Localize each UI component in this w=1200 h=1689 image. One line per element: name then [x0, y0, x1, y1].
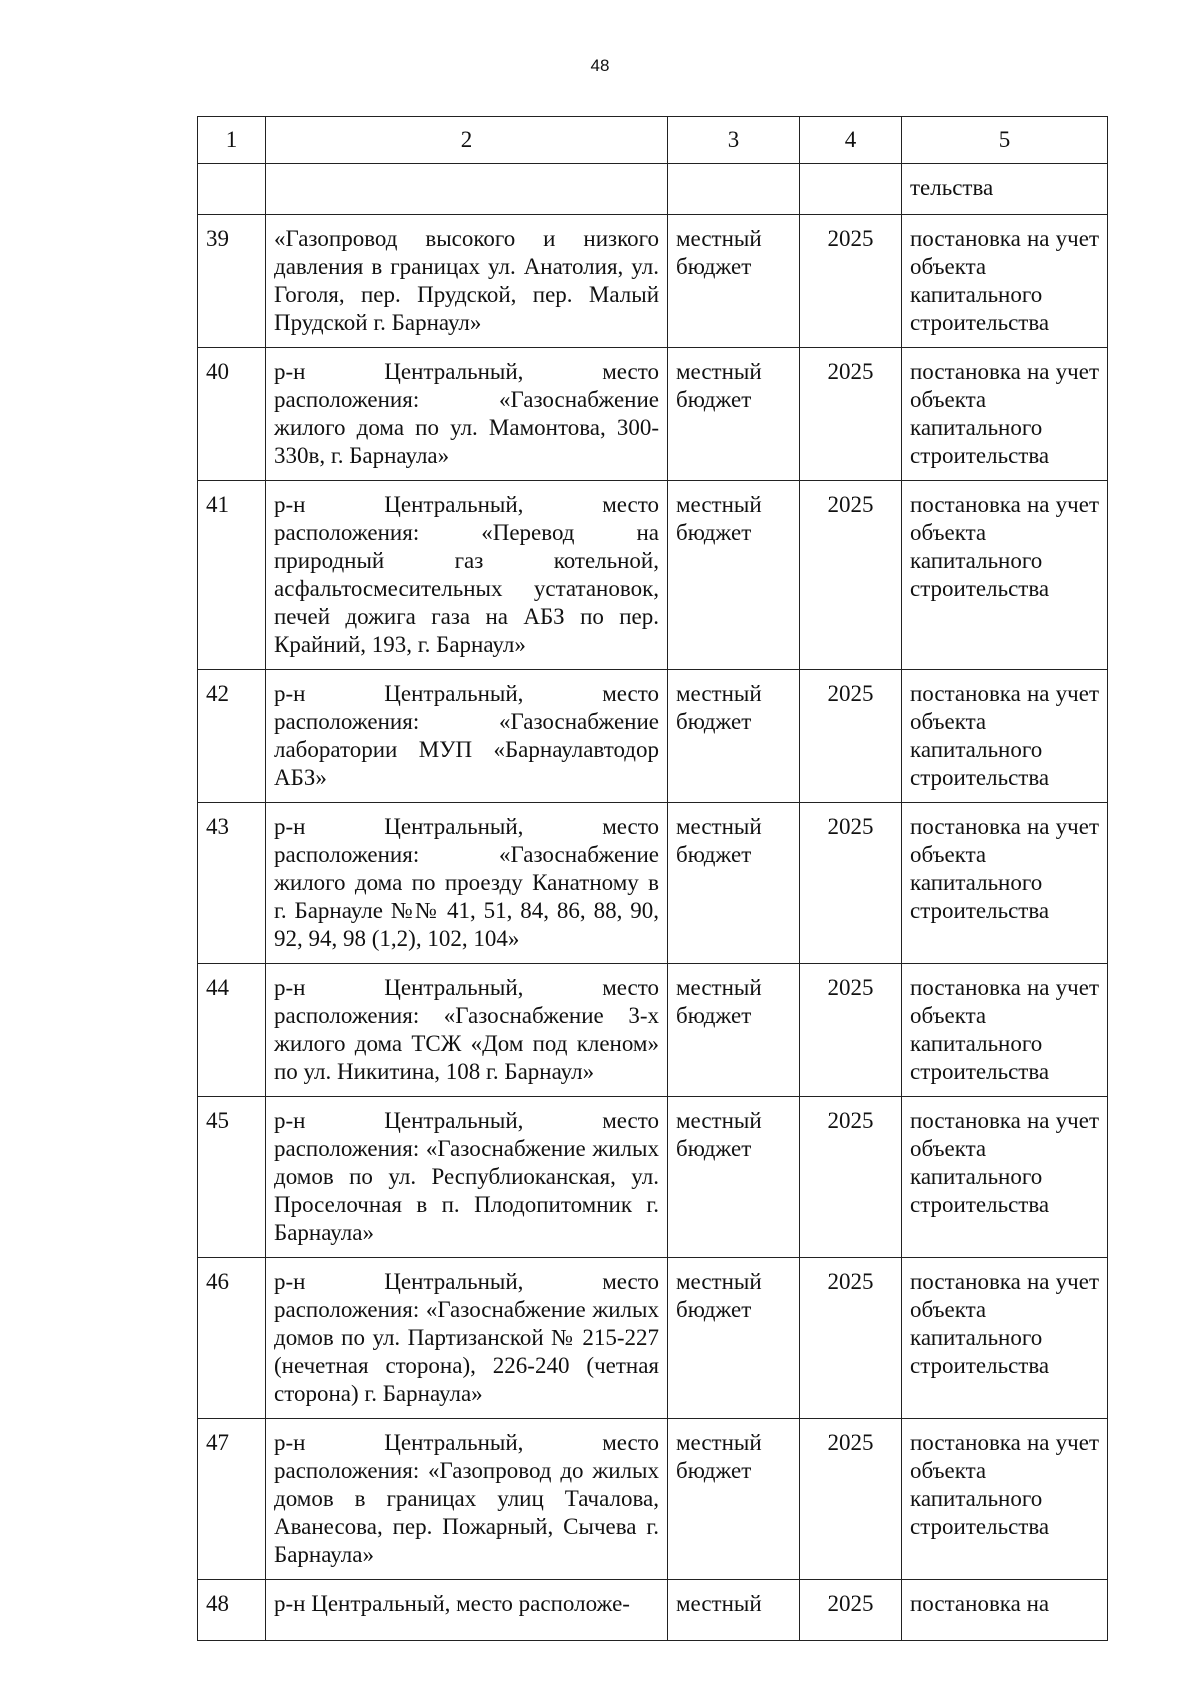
cell-source: местный: [668, 1580, 800, 1641]
cell-year: 2025: [800, 481, 902, 670]
table-row: [198, 348, 1108, 481]
cell-year: 2025: [800, 964, 902, 1097]
cell-num: 41: [198, 481, 266, 670]
cell-year: 2025: [800, 1097, 902, 1258]
cell-source: местный бюджет: [668, 215, 800, 348]
header-cell-5: 5: [902, 117, 1108, 164]
cell-note: постановка на учет объекта капитального строительства: [902, 1097, 1108, 1258]
cell-note: постановка на: [902, 1580, 1108, 1641]
cell-note: тельства: [902, 164, 1108, 215]
table-row: [198, 481, 1108, 670]
cell-num: 39: [198, 215, 266, 348]
cell-num: 47: [198, 1419, 266, 1580]
header-cell-3: 3: [668, 117, 800, 164]
cell-num: 44: [198, 964, 266, 1097]
cell-num: 46: [198, 1258, 266, 1419]
cell-source: местный бюджет: [668, 481, 800, 670]
cell-note: постановка на учет объекта капитального строительства: [902, 215, 1108, 348]
cell-year: 2025: [800, 670, 902, 803]
cell-num: 42: [198, 670, 266, 803]
cell-num: 40: [198, 348, 266, 481]
cell-desc: р-н Центральный, место расположения: «Перевод на природный газ котельной, асфальтосмесительных устатановок, печей дожига газа на АБЗ по пер. Крайний, 193, г. Барнаул»: [266, 481, 668, 670]
cell-note: постановка на учет объекта капитального строительства: [902, 481, 1108, 670]
cell-desc: р-н Центральный, место расположения: «Газоснабжение 3-х жилого дома ТСЖ «Дом под кленом» по ул. Никитина, 108 г. Барнаул»: [266, 964, 668, 1097]
cell-source: местный бюджет: [668, 803, 800, 964]
header-row: [198, 117, 1108, 164]
cell-source: местный бюджет: [668, 1419, 800, 1580]
cell-year: 2025: [800, 1258, 902, 1419]
cell-desc: «Газопровод высокого и низкого давления в границах ул. Анатолия, ул. Гоголя, пер. Прудской, пер. Малый Прудской г. Барнаул»: [266, 215, 668, 348]
cell-note: постановка на учет объекта капитального строительства: [902, 1419, 1108, 1580]
cell-year: 2025: [800, 803, 902, 964]
cell-note: постановка на учет объекта капитального строительства: [902, 1258, 1108, 1419]
cell-desc: р-н Центральный, место расположения: «Газоснабжение жилых домов по ул. Республиоканская, ул. Проселочная в п. Плодопитомник г. Барнаула»: [266, 1097, 668, 1258]
table-row: [198, 670, 1108, 803]
continuation-row: [198, 164, 1108, 215]
cell-desc: [266, 164, 668, 215]
table-row: [198, 1097, 1108, 1258]
cell-source: местный бюджет: [668, 348, 800, 481]
table-row: [198, 1258, 1108, 1419]
cell-note: постановка на учет объекта капитального строительства: [902, 348, 1108, 481]
cell-source: местный бюджет: [668, 964, 800, 1097]
cell-year: 2025: [800, 1580, 902, 1641]
data-table: [197, 116, 1108, 1641]
cell-year: 2025: [800, 348, 902, 481]
table-row: [198, 1580, 1108, 1641]
cell-note: постановка на учет объекта капитального строительства: [902, 803, 1108, 964]
cell-source: местный бюджет: [668, 1258, 800, 1419]
cell-desc: р-н Центральный, место расположения: «Газоснабжение лаборатории МУП «Барнаулавтодор АБЗ»: [266, 670, 668, 803]
cell-num: 43: [198, 803, 266, 964]
table-row: [198, 964, 1108, 1097]
header-cell-1: 1: [198, 117, 266, 164]
cell-num: [198, 164, 266, 215]
cell-desc: р-н Центральный, место расположения: «Газоснабжение жилого дома по проезду Канатному в г. Барнауле №№ 41, 51, 84, 86, 88, 90, 92, 94, 98 (1,2), 102, 104»: [266, 803, 668, 964]
cell-year: [800, 164, 902, 215]
table-row: [198, 215, 1108, 348]
cell-year: 2025: [800, 215, 902, 348]
cell-num: 45: [198, 1097, 266, 1258]
page-number: 48: [590, 56, 610, 75]
cell-source: местный бюджет: [668, 670, 800, 803]
cell-source: [668, 164, 800, 215]
header-cell-2: 2: [266, 117, 668, 164]
cell-year: 2025: [800, 1419, 902, 1580]
cell-note: постановка на учет объекта капитального строительства: [902, 670, 1108, 803]
cell-desc: р-н Центральный, место расположения: «Газоснабжение жилых домов по ул. Партизанской № 215-227 (нечетная сторона), 226-240 (четная сторона) г. Барнаула»: [266, 1258, 668, 1419]
cell-source: местный бюджет: [668, 1097, 800, 1258]
header-cell-4: 4: [800, 117, 902, 164]
cell-note: постановка на учет объекта капитального строительства: [902, 964, 1108, 1097]
cell-desc: р-н Центральный, место расположения: «Газопровод до жилых домов в границах улиц Тачалова, Аванесова, пер. Пожарный, Сычева г. Барнаула»: [266, 1419, 668, 1580]
cell-num: 48: [198, 1580, 266, 1641]
cell-desc: р-н Центральный, место расположения: «Газоснабжение жилого дома по ул. Мамонтова, 300-330в, г. Барнаула»: [266, 348, 668, 481]
table-row: [198, 803, 1108, 964]
cell-desc: р-н Центральный, место расположе-: [266, 1580, 668, 1641]
table-row: [198, 1419, 1108, 1580]
